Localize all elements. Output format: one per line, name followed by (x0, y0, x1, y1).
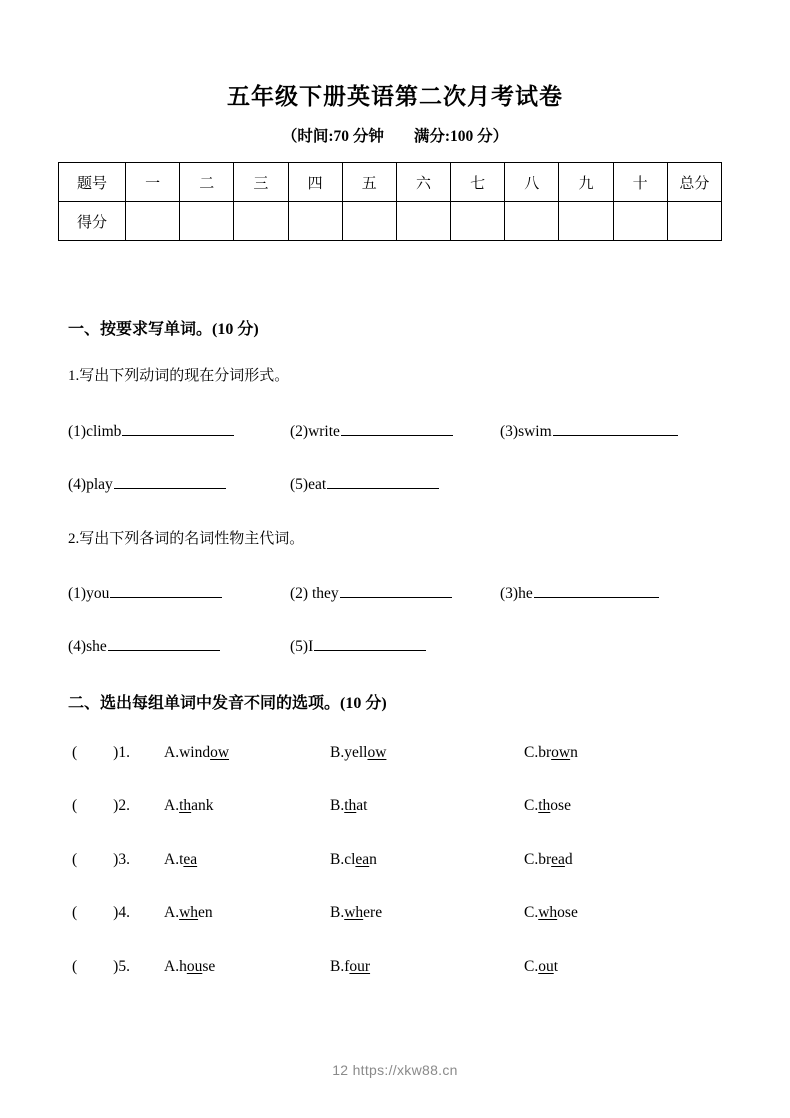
option-letter: A. (164, 797, 180, 814)
fill-in-item (500, 421, 678, 441)
fill-in-word: (4)play (68, 476, 113, 493)
choice-option[interactable] (164, 851, 197, 869)
score-table (58, 162, 722, 241)
fill-in-word: (2)write (290, 423, 340, 440)
fill-in-item (68, 474, 226, 494)
answer-parenthesis[interactable]: ( )4. (72, 904, 130, 921)
option-underlined-part: ow (210, 744, 230, 761)
option-underlined-part: th (344, 797, 357, 814)
fill-in-row (0, 583, 790, 607)
option-text: br (538, 744, 552, 761)
option-text: at (356, 797, 368, 814)
choice-option[interactable] (330, 744, 386, 762)
exam-meta-line (0, 124, 790, 146)
choice-option[interactable] (330, 797, 367, 815)
option-text: d (564, 851, 573, 868)
score-table-column-header: 八 (505, 163, 559, 202)
answer-blank[interactable] (114, 474, 226, 489)
option-letter: C. (524, 958, 539, 975)
option-letter: A. (164, 904, 180, 921)
choice-option[interactable] (164, 797, 214, 815)
option-letter: B. (330, 851, 345, 868)
option-underlined-part: our (349, 958, 371, 975)
page-footer: 12 https://xkw88.cn (332, 1062, 458, 1078)
option-underlined-part: wh (538, 904, 558, 921)
choice-question-row (0, 744, 790, 768)
option-text: n (369, 851, 377, 868)
fill-in-item (290, 421, 453, 441)
option-underlined-part: ea (551, 851, 565, 868)
score-cell[interactable] (396, 202, 450, 241)
option-text: ose (557, 904, 578, 921)
option-text: se (202, 958, 216, 975)
option-underlined-part: ow (367, 744, 387, 761)
answer-parenthesis[interactable]: ( )3. (72, 851, 130, 868)
choice-question-row (0, 958, 790, 982)
fill-in-item (290, 474, 439, 494)
answer-blank[interactable] (122, 421, 234, 436)
score-cell[interactable] (180, 202, 234, 241)
choice-option[interactable] (524, 851, 573, 869)
fill-in-word: (1)climb (68, 423, 122, 440)
answer-parenthesis[interactable]: ( )1. (72, 744, 130, 761)
section-heading-2: 二、选出每组单词中发音不同的选项。(10 分) (68, 695, 387, 712)
option-underlined-part: th (179, 797, 192, 814)
question-number: 3. (118, 851, 130, 868)
score-table-column-header: 二 (180, 163, 234, 202)
option-underlined-part: th (538, 797, 551, 814)
fill-in-word: (2) they (290, 585, 339, 602)
option-letter: B. (330, 904, 345, 921)
answer-blank[interactable] (327, 474, 439, 489)
option-text: h (179, 958, 187, 975)
score-table-column-header: 十 (613, 163, 667, 202)
choice-option[interactable] (524, 904, 578, 922)
score-table-column-header: 六 (396, 163, 450, 202)
fill-in-word: (5)eat (290, 476, 327, 493)
score-table-row-label: 得分 (59, 202, 126, 241)
option-underlined-part: ea (355, 851, 370, 868)
answer-parenthesis[interactable]: ( )2. (72, 797, 130, 814)
fill-in-row (0, 421, 790, 445)
question-number: 5. (118, 958, 130, 975)
fill-in-item (68, 636, 220, 656)
choice-option[interactable] (330, 958, 370, 976)
option-text: n (570, 744, 578, 761)
fill-in-item (68, 421, 234, 441)
option-underlined-part: ea (183, 851, 198, 868)
choice-question-row (0, 797, 790, 821)
score-cell[interactable] (234, 202, 288, 241)
sub-prompt-1-2: 2.写出下列各词的名词性物主代词。 (68, 531, 305, 547)
choice-option[interactable] (330, 904, 382, 922)
score-cell[interactable] (451, 202, 505, 241)
score-cell[interactable] (288, 202, 342, 241)
choice-option[interactable] (164, 904, 213, 922)
option-text: t (179, 851, 184, 868)
question-number: 1. (118, 744, 130, 761)
answer-blank[interactable] (110, 583, 222, 598)
fill-in-item (290, 636, 426, 656)
option-letter: A. (164, 958, 180, 975)
choice-option[interactable] (524, 744, 578, 762)
score-table-column-header: 总分 (667, 163, 721, 202)
fill-in-word: (1)you (68, 585, 110, 602)
question-number: 4. (118, 904, 130, 921)
score-table-score-row (59, 202, 722, 241)
choice-option[interactable] (330, 851, 377, 869)
option-letter: C. (524, 904, 539, 921)
choice-option[interactable] (164, 958, 215, 976)
fill-in-word: (3)swim (500, 423, 552, 440)
score-cell[interactable] (613, 202, 667, 241)
option-letter: B. (330, 744, 345, 761)
page-title: 五年级下册英语第二次月考试卷 (227, 84, 563, 109)
fill-in-word: (3)he (500, 585, 533, 602)
fill-in-row (0, 636, 790, 660)
option-text: yell (344, 744, 368, 761)
option-letter: A. (164, 851, 180, 868)
sub-prompt-1-1: 1.写出下列动词的现在分词形式。 (68, 368, 290, 384)
score-table-column-header: 四 (288, 163, 342, 202)
option-letter: C. (524, 744, 539, 761)
score-cell[interactable] (667, 202, 721, 241)
option-text: ere (363, 904, 383, 921)
section-heading-1: 一、按要求写单词。(10 分) (68, 321, 259, 338)
score-cell[interactable] (559, 202, 613, 241)
score-table-column-header: 九 (559, 163, 613, 202)
option-letter: A. (164, 744, 180, 761)
choice-option[interactable] (524, 797, 571, 815)
option-underlined-part: ou (186, 958, 203, 975)
choice-option[interactable] (164, 744, 229, 762)
option-underlined-part: ou (538, 958, 554, 975)
option-underlined-part: ow (551, 744, 571, 761)
option-text: f (344, 958, 350, 975)
answer-blank[interactable] (314, 636, 426, 651)
score-table-column-header: 三 (234, 163, 288, 202)
option-underlined-part: wh (179, 904, 199, 921)
question-number: 2. (118, 797, 130, 814)
score-cell[interactable] (505, 202, 559, 241)
choice-option[interactable] (524, 958, 558, 976)
fill-in-word: (4)she (68, 638, 107, 655)
option-letter: C. (524, 797, 539, 814)
score-table-column-header: 一 (126, 163, 180, 202)
fill-in-word: (5)I (290, 638, 314, 655)
option-letter: B. (330, 958, 345, 975)
answer-blank[interactable] (340, 583, 452, 598)
score-table-row-label: 题号 (59, 163, 126, 202)
option-underlined-part: wh (344, 904, 364, 921)
fill-in-item (68, 583, 222, 603)
fill-in-item (290, 583, 452, 603)
choice-question-row (0, 904, 790, 928)
option-text: t (553, 958, 559, 975)
option-text: en (198, 904, 213, 921)
option-text: cl (344, 851, 356, 868)
option-text: wind (179, 744, 211, 761)
exam-duration: （时间:70 分钟 (281, 128, 384, 145)
option-text: ank (191, 797, 214, 814)
answer-blank[interactable] (553, 421, 678, 436)
option-text: ose (550, 797, 571, 814)
answer-parenthesis[interactable]: ( )5. (72, 958, 130, 975)
score-table-column-header: 七 (451, 163, 505, 202)
score-cell[interactable] (126, 202, 180, 241)
score-cell[interactable] (342, 202, 396, 241)
answer-blank[interactable] (108, 636, 220, 651)
option-text: br (538, 851, 552, 868)
option-letter: B. (330, 797, 345, 814)
score-table-column-header: 五 (342, 163, 396, 202)
fill-in-row (0, 474, 790, 498)
exam-total-score: 满分:100 分） (413, 128, 509, 145)
answer-blank[interactable] (341, 421, 453, 436)
fill-in-item (500, 583, 659, 603)
answer-blank[interactable] (534, 583, 659, 598)
choice-question-row (0, 851, 790, 875)
option-letter: C. (524, 851, 539, 868)
score-table-header-row (59, 163, 722, 202)
